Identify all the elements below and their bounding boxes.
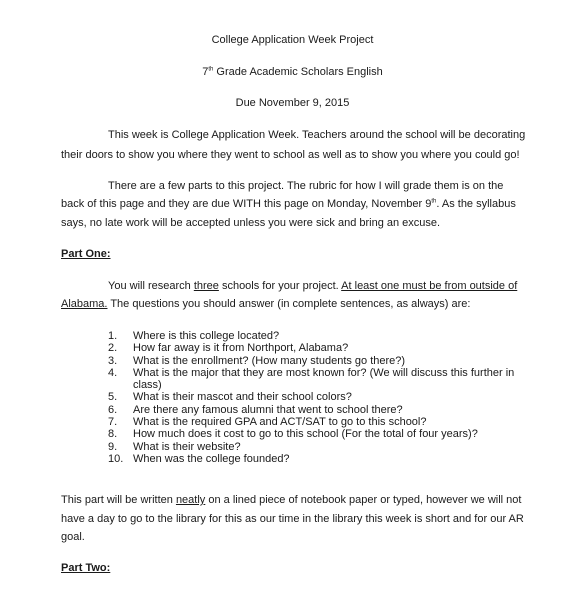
question-item bbox=[108, 367, 538, 392]
question-item bbox=[108, 391, 538, 403]
written-text-a: This part will be written bbox=[61, 494, 176, 506]
question-number: 6. bbox=[108, 403, 118, 416]
intro-line-2: their doors to show you where they went to school as well as to show you where you could go! bbox=[61, 149, 520, 161]
parts-ordinal: th bbox=[431, 198, 437, 205]
due-date: Due November 9, 2015 bbox=[235, 97, 350, 109]
question-number: 1. bbox=[108, 330, 118, 342]
question-text: How much does it cost to go to this school (For the total of four years)? bbox=[133, 428, 478, 441]
question-item bbox=[108, 355, 538, 367]
question-text: Where is this college located? bbox=[133, 330, 280, 342]
question-text: What is the required GPA and ACT/SAT to go to this school? bbox=[133, 416, 427, 429]
parts-line-2 bbox=[61, 198, 516, 211]
parts-line-1: There are a few parts to this project. The rubric for how I will grade them is on the bbox=[108, 180, 504, 192]
parts-line-2-tail: . As the syllabus bbox=[436, 198, 516, 210]
written-text-b: on a lined piece of notebook paper or typed, however we will not bbox=[205, 494, 522, 506]
written-line-1 bbox=[61, 494, 521, 507]
question-item bbox=[108, 441, 538, 453]
question-text: Are there any famous alumni that went to school there? bbox=[133, 403, 403, 416]
question-number: 10. bbox=[108, 452, 124, 465]
question-number: 5. bbox=[108, 391, 118, 404]
parts-line-2-text: back of this page and they are due WITH this page on Monday, November 9 bbox=[61, 198, 432, 210]
document-title: College Application Week Project bbox=[211, 34, 374, 46]
grade-line bbox=[0, 66, 585, 79]
part-one-line-1 bbox=[108, 280, 517, 293]
question-number: 2. bbox=[108, 342, 118, 355]
question-number: 8. bbox=[108, 428, 118, 441]
three-underlined: three bbox=[193, 280, 219, 292]
question-text: When was the college founded? bbox=[133, 452, 290, 465]
question-number: 4. bbox=[108, 366, 118, 379]
question-item bbox=[108, 330, 538, 342]
neatly-underlined: neatly bbox=[175, 494, 206, 506]
question-number: 9. bbox=[108, 440, 118, 453]
part-one-text-b: schools for your project. bbox=[218, 280, 342, 292]
written-line-2: have a day to go to the library for this as our time in the library this week is short and for our AR bbox=[61, 513, 524, 525]
grade-ordinal: th bbox=[208, 66, 214, 73]
question-text: What is the enrollment? (How many students go there?) bbox=[133, 354, 406, 367]
grade-number: 7 bbox=[202, 66, 209, 78]
question-item bbox=[108, 453, 538, 465]
written-line-3: goal. bbox=[61, 531, 85, 543]
alabama-underlined: Alabama. bbox=[61, 298, 108, 310]
grade-text: Grade Academic Scholars English bbox=[213, 66, 383, 78]
part-one-line-2 bbox=[61, 298, 470, 311]
questions-list bbox=[108, 330, 538, 465]
question-text: What is their website? bbox=[133, 440, 241, 453]
part-one-text-a: You will research bbox=[108, 280, 194, 292]
question-text: What is their mascot and their school colors? bbox=[133, 391, 352, 404]
part-one-text-c: The questions you should answer (in complete sentences, as always) are: bbox=[107, 298, 471, 310]
question-item bbox=[108, 428, 538, 440]
intro-line-1: This week is College Application Week. Teachers around the school will be decorating bbox=[108, 129, 526, 141]
part-two-heading: Part Two: bbox=[61, 562, 111, 574]
parts-line-3: says, no late work will be accepted unless you were sick and bring an excuse. bbox=[61, 217, 441, 229]
question-number: 3. bbox=[108, 354, 118, 367]
question-number: 7. bbox=[108, 416, 118, 429]
part-one-heading: Part One: bbox=[61, 248, 111, 260]
question-item bbox=[108, 404, 538, 416]
question-item bbox=[108, 416, 538, 428]
question-text: What is the major that they are most known for? (We will discuss this further in class) bbox=[133, 366, 515, 392]
question-item bbox=[108, 342, 538, 354]
question-text: How far away is it from Northport, Alabama? bbox=[133, 342, 349, 355]
outside-alabama-underlined: At least one must be from outside of bbox=[341, 280, 518, 292]
